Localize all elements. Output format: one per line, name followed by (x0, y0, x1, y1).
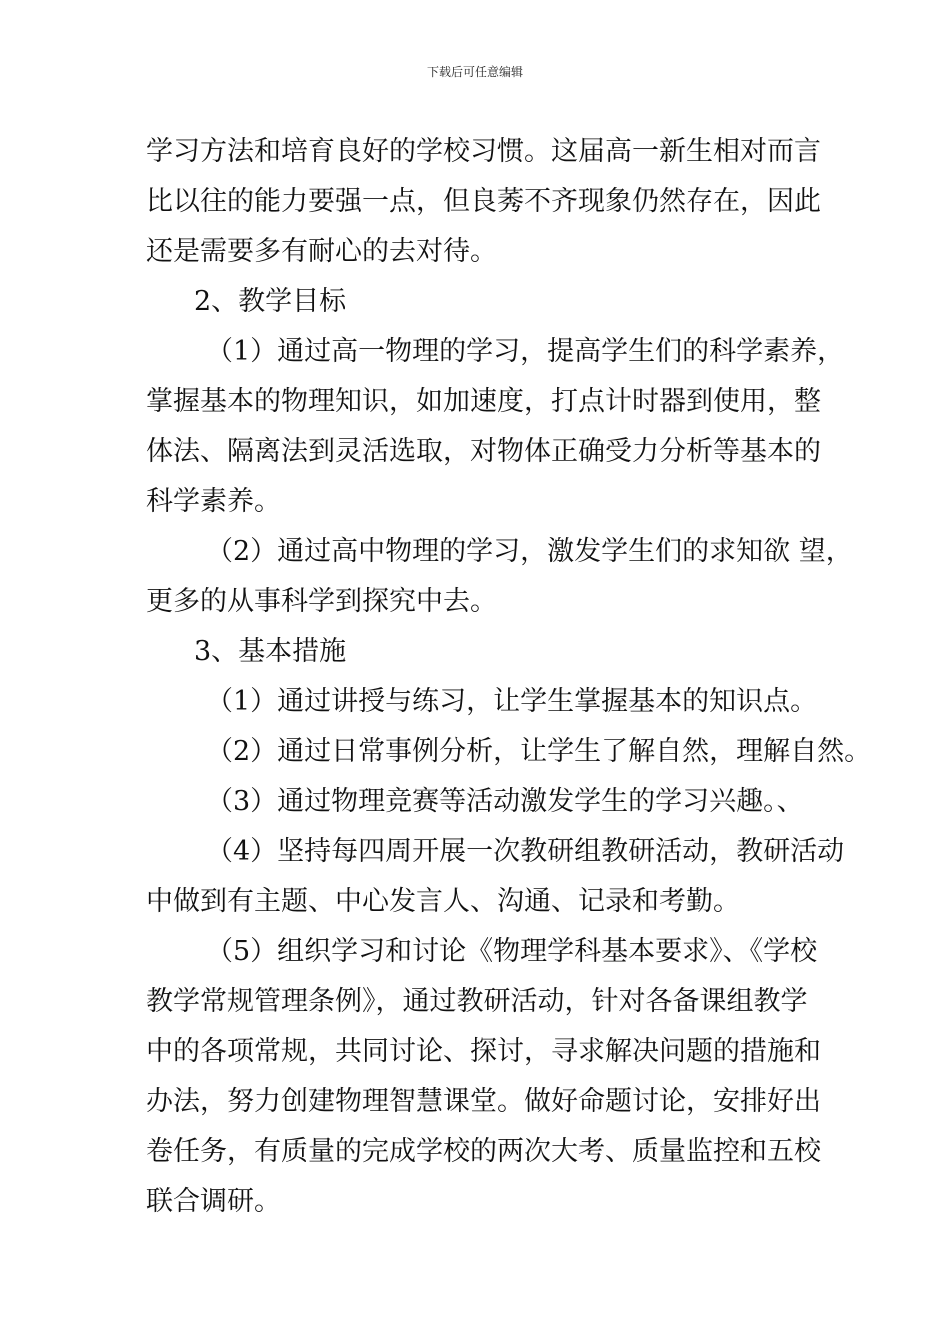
list-item-measure-3: （3）通过物理竞赛等活动激发学生的学习兴趣。、 (206, 786, 804, 817)
paragraph-line: 掌握基本的物理知识，如加速度，打点计时器到使用，整 (146, 386, 821, 417)
section-heading-teaching-goals: 2、教学目标 (194, 286, 347, 317)
paragraph-line: 学习方法和培育良好的学校习惯。这届高一新生相对而言 (146, 136, 821, 167)
document-body (146, 127, 872, 1227)
paragraph-line: 中做到有主题、中心发言人、沟通、记录和考勤。 (146, 886, 740, 917)
paragraph-line: 联合调研。 (146, 1186, 281, 1217)
paragraph-line: 卷任务，有质量的完成学校的两次大考、质量监控和五校 (146, 1136, 821, 1167)
paragraph-line: 更多的从事科学到探究中去。 (146, 586, 497, 617)
list-item-goal-2: （2）通过高中物理的学习，激发学生们的求知欲 望， (206, 536, 853, 567)
list-item-measure-5: （5）组织学习和讨论《物理学科基本要求》、《学校 (206, 936, 818, 967)
paragraph-line: 中的各项常规，共同讨论、探讨，寻求解决问题的措施和 (146, 1036, 821, 1067)
section-heading-basic-measures: 3、基本措施 (194, 636, 347, 667)
list-item-measure-4: （4）坚持每四周开展一次教研组教研活动，教研活动 (206, 836, 845, 867)
paragraph-line: 科学素养。 (146, 486, 281, 517)
paragraph-line: 体法、隔离法到灵活选取，对物体正确受力分析等基本的 (146, 436, 821, 467)
list-item-measure-2: （2）通过日常事例分析，让学生了解自然，理解自然。 (206, 736, 872, 767)
paragraph-line: 比以往的能力要强一点，但良莠不齐现象仍然存在，因此 (146, 186, 821, 217)
paragraph-line: 还是需要多有耐心的去对待。 (146, 236, 497, 267)
paragraph-line: 办法，努力创建物理智慧课堂。做好命题讨论，安排好出 (146, 1086, 821, 1117)
paragraph-line: 教学常规管理条例》，通过教研活动，针对各备课组教学 (146, 986, 808, 1017)
page-header-note: 下载后可任意编辑 (426, 65, 523, 79)
list-item-measure-1: （1）通过讲授与练习，让学生掌握基本的知识点。 (206, 686, 818, 717)
list-item-goal-1: （1）通过高一物理的学习，提高学生们的科学素养， (206, 336, 845, 367)
